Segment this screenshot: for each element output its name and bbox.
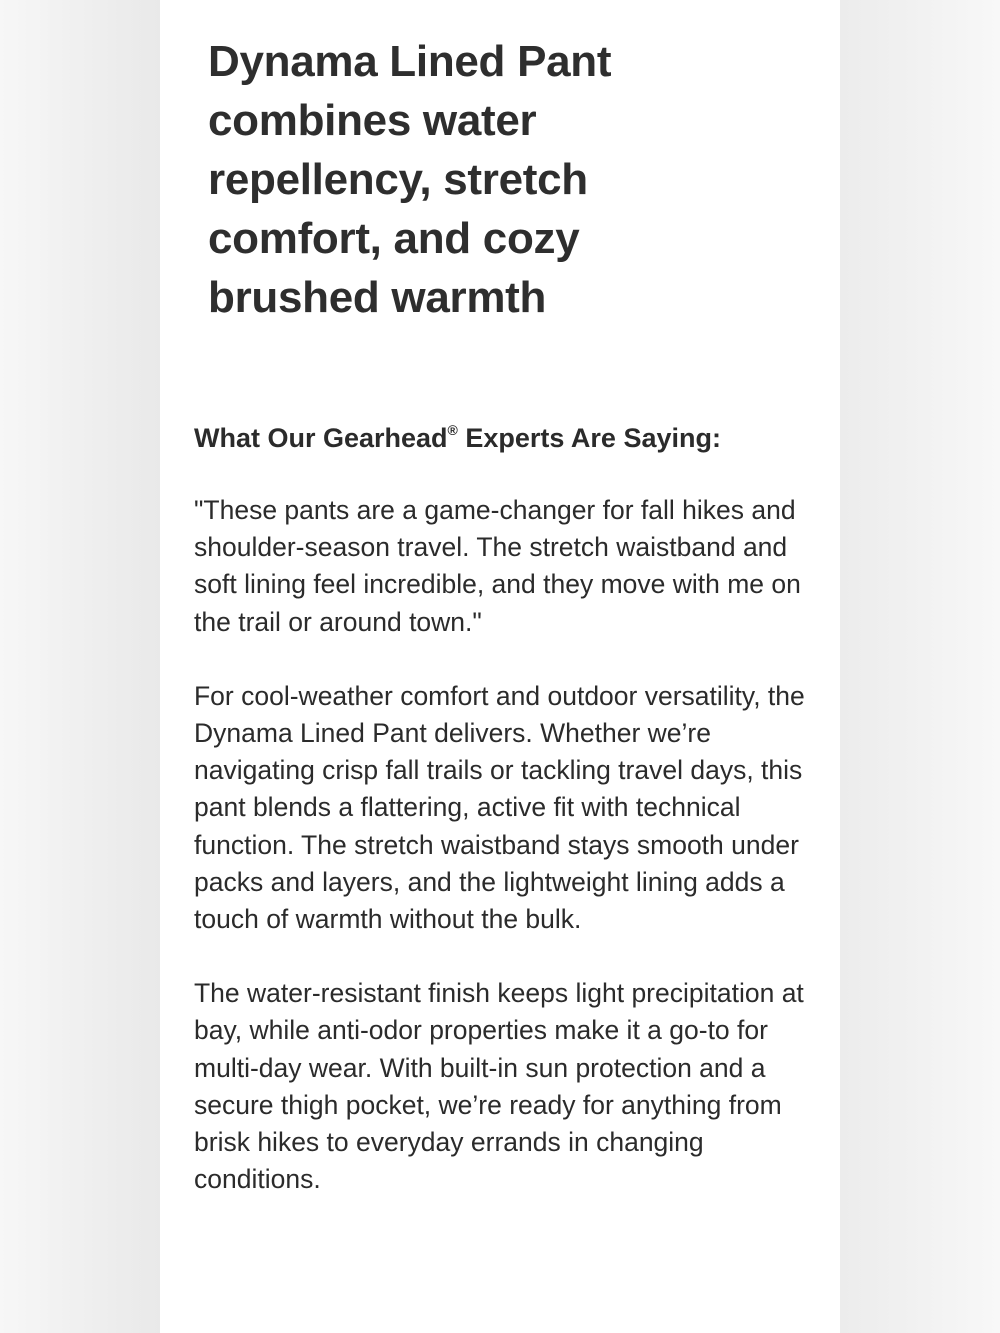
product-headline: Dynama Lined Pant combines water repellency, stretch comfort, and cozy brushed warmth: [208, 37, 612, 322]
description-paragraph: The water-resistant finish keeps light precipitation at bay, while anti-odor properties make it a go-to for multi-day wear. With built-in sun protection and a secure thigh pocket, we’re ready for anything from brisk hikes to everyday errands in changing conditions.: [194, 978, 804, 1195]
page-backdrop-right: [840, 0, 1000, 1333]
description-paragraph: For cool-weather comfort and outdoor versatility, the Dynama Lined Pant delivers. Whether we’re navigating crisp fall trails or tackling travel days, this pant blends a flattering, active fit with technical function. The stretch waistband stays smooth under packs and layers, and the lightweight lining adds a touch of warmth without the bulk.: [194, 680, 805, 935]
expert-review-section: [194, 418, 816, 1235]
section-heading: [194, 418, 816, 458]
expert-quote: "These pants are a game-changer for fall hikes and shoulder-season travel. The stretch waistband and soft lining feel incredible, and they move with me on the trail or around town.": [194, 495, 801, 637]
section-heading-prefix: What Our Gearhead: [194, 423, 448, 453]
registered-mark: ®: [447, 422, 458, 438]
product-description-card[interactable]: [160, 0, 840, 1333]
page-backdrop-left: [0, 0, 160, 1333]
section-heading-suffix: Experts Are Saying:: [457, 423, 721, 453]
